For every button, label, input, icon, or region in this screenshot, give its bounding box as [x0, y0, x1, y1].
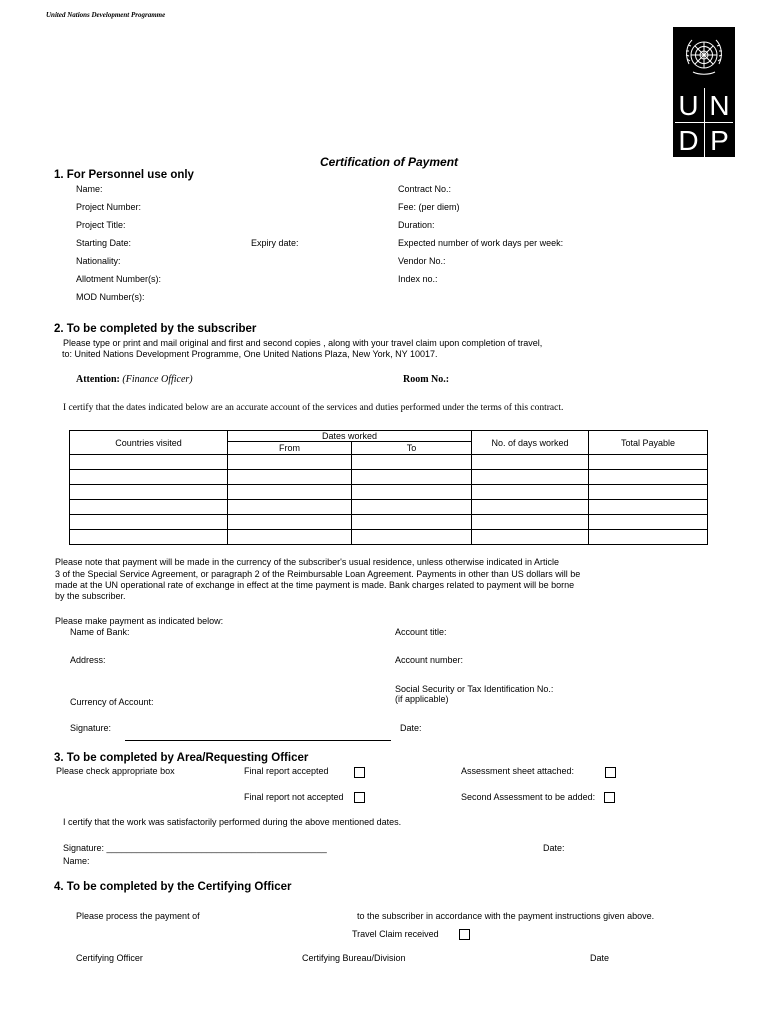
- attention-value: (Finance Officer): [122, 374, 193, 385]
- table-cell[interactable]: [70, 530, 228, 545]
- currency-note-line2: 3 of the Special Service Agreement, or paragraph 2 of the Reimbursable Loan Agreement. Payments in other than US dollars will be: [55, 569, 581, 579]
- table-cell[interactable]: [70, 500, 228, 515]
- account-number-label: Account number:: [395, 655, 464, 665]
- project-number-label: Project Number:: [76, 202, 142, 212]
- table-cell[interactable]: [352, 485, 472, 500]
- table-row: [70, 455, 708, 470]
- assessment-attached-checkbox[interactable]: [605, 767, 616, 778]
- mod-number-label: MOD Number(s):: [76, 292, 145, 302]
- fee-label: Fee: (per diem): [398, 202, 460, 212]
- payment-instruction-text: to the subscriber in accordance with the payment instructions given above.: [357, 911, 655, 921]
- allotment-number-label: Allotment Number(s):: [76, 274, 162, 284]
- expiry-date-label: Expiry date:: [251, 238, 299, 248]
- second-assessment-checkbox[interactable]: [604, 792, 615, 803]
- second-assessment-label: Second Assessment to be added:: [461, 792, 596, 802]
- table-cell[interactable]: [228, 500, 352, 515]
- table-row: [70, 470, 708, 485]
- certify-dates-statement: I certify that the dates indicated below are an accurate account of the services and duties performed under the terms of this contract.: [63, 403, 564, 413]
- logo-letter-d: D: [678, 125, 699, 156]
- attention-label: Attention:: [76, 374, 120, 385]
- table-row: [70, 515, 708, 530]
- project-title-label: Project Title:: [76, 220, 126, 230]
- table-cell[interactable]: [70, 470, 228, 485]
- table-cell[interactable]: [589, 515, 708, 530]
- table-row: [70, 530, 708, 545]
- table-cell[interactable]: [228, 455, 352, 470]
- officer-name-label: Name:: [63, 856, 90, 866]
- final-not-accepted-label: Final report not accepted: [244, 792, 344, 802]
- signature-line[interactable]: [125, 740, 391, 741]
- process-payment-label: Please process the payment of: [76, 911, 200, 921]
- officer-date-label: Date:: [543, 843, 565, 853]
- instructions-line2: to: United Nations Development Programme, One United Nations Plaza, New York, NY 10017.: [62, 349, 438, 359]
- org-name: United Nations Development Programme: [46, 11, 166, 19]
- final-accepted-checkbox[interactable]: [354, 767, 365, 778]
- room-no-label: Room No.:: [403, 374, 450, 385]
- address-label: Address:: [70, 655, 106, 665]
- table-cell[interactable]: [352, 530, 472, 545]
- page-title: Certification of Payment: [320, 155, 459, 169]
- from-header: From: [228, 442, 352, 455]
- un-emblem-icon: [681, 34, 727, 82]
- currency-account-label: Currency of Account:: [70, 697, 154, 707]
- table-header-row: [70, 431, 708, 442]
- final-accepted-label: Final report accepted: [244, 766, 329, 776]
- to-header: To: [352, 442, 472, 455]
- bank-name-label: Name of Bank:: [70, 627, 130, 637]
- duration-label: Duration:: [398, 220, 435, 230]
- certifying-date-label: Date: [590, 953, 610, 963]
- final-not-accepted-checkbox[interactable]: [354, 792, 365, 803]
- table-cell[interactable]: [352, 515, 472, 530]
- account-title-label: Account title:: [395, 627, 447, 637]
- total-payable-header: Total Payable: [589, 431, 708, 455]
- table-cell[interactable]: [589, 470, 708, 485]
- table-cell[interactable]: [589, 485, 708, 500]
- table-cell[interactable]: [472, 530, 589, 545]
- instructions-line1: Please type or print and mail original and first and second copies , along with your travel claim upon completion of travel,: [63, 338, 543, 348]
- vendor-no-label: Vendor No.:: [398, 256, 446, 266]
- certifying-officer-label: Certifying Officer: [76, 953, 143, 963]
- table-cell[interactable]: [589, 500, 708, 515]
- days-worked-header: No. of days worked: [472, 431, 589, 455]
- dates-worked-table: [69, 430, 708, 545]
- table-cell[interactable]: [352, 455, 472, 470]
- certifying-bureau-label: Certifying Bureau/Division: [302, 953, 406, 963]
- section2-heading: 2. To be completed by the subscriber: [54, 323, 257, 335]
- payment-intro: Please make payment as indicated below:: [55, 616, 224, 626]
- table-cell[interactable]: [589, 530, 708, 545]
- section3-heading: 3. To be completed by Area/Requesting Officer: [54, 752, 309, 764]
- travel-claim-label: Travel Claim received: [352, 929, 439, 939]
- section4-heading: 4. To be completed by the Certifying Officer: [54, 881, 292, 893]
- undp-logo: [673, 27, 735, 157]
- dates-worked-header: Dates worked: [228, 431, 472, 442]
- work-certification-statement: I certify that the work was satisfactorily performed during the above mentioned dates.: [63, 817, 402, 827]
- table-cell[interactable]: [589, 455, 708, 470]
- table-cell[interactable]: [228, 485, 352, 500]
- check-box-instruction: Please check appropriate box: [56, 766, 175, 776]
- work-days-label: Expected number of work days per week:: [398, 238, 564, 248]
- table-cell[interactable]: [228, 515, 352, 530]
- table-cell[interactable]: [228, 470, 352, 485]
- officer-signature-label: Signature: ____________________________________________: [63, 843, 327, 853]
- currency-note-line4: by the subscriber.: [55, 591, 126, 601]
- table-row: [70, 500, 708, 515]
- table-cell[interactable]: [70, 515, 228, 530]
- table-cell[interactable]: [228, 530, 352, 545]
- table-cell[interactable]: [472, 470, 589, 485]
- table-cell[interactable]: [352, 470, 472, 485]
- travel-claim-checkbox[interactable]: [459, 929, 470, 940]
- section1-heading: 1. For Personnel use only: [54, 169, 194, 181]
- logo-letter-u: U: [678, 90, 699, 121]
- assessment-attached-label: Assessment sheet attached:: [461, 766, 575, 776]
- table-cell[interactable]: [352, 500, 472, 515]
- countries-visited-header: Countries visited: [70, 431, 228, 455]
- table-cell[interactable]: [472, 500, 589, 515]
- contract-no-label: Contract No.:: [398, 184, 452, 194]
- table-cell[interactable]: [472, 515, 589, 530]
- table-row: [70, 485, 708, 500]
- if-applicable-label: (if applicable): [395, 694, 449, 704]
- name-label: Name:: [76, 184, 103, 194]
- table-cell[interactable]: [70, 485, 228, 500]
- subscriber-signature-label: Signature:: [70, 723, 112, 733]
- table-cell[interactable]: [70, 455, 228, 470]
- table-cell[interactable]: [472, 485, 589, 500]
- index-no-label: Index no.:: [398, 274, 438, 284]
- attention-field: [76, 374, 193, 385]
- logo-letter-n: N: [709, 90, 730, 121]
- nationality-label: Nationality:: [76, 256, 121, 266]
- ssn-label: Social Security or Tax Identification No.:: [395, 684, 554, 694]
- starting-date-label: Starting Date:: [76, 238, 132, 248]
- currency-note-line1: Please note that payment will be made in the currency of the subscriber's usual residence, unless otherwise indicated in Article: [55, 557, 559, 567]
- subscriber-date-label: Date:: [400, 723, 422, 733]
- table-cell[interactable]: [472, 455, 589, 470]
- currency-note-line3: made at the UN operational rate of exchange in effect at the time payment is made. Bank charges related to payment will be borne: [55, 580, 575, 590]
- logo-letter-p: P: [710, 125, 729, 156]
